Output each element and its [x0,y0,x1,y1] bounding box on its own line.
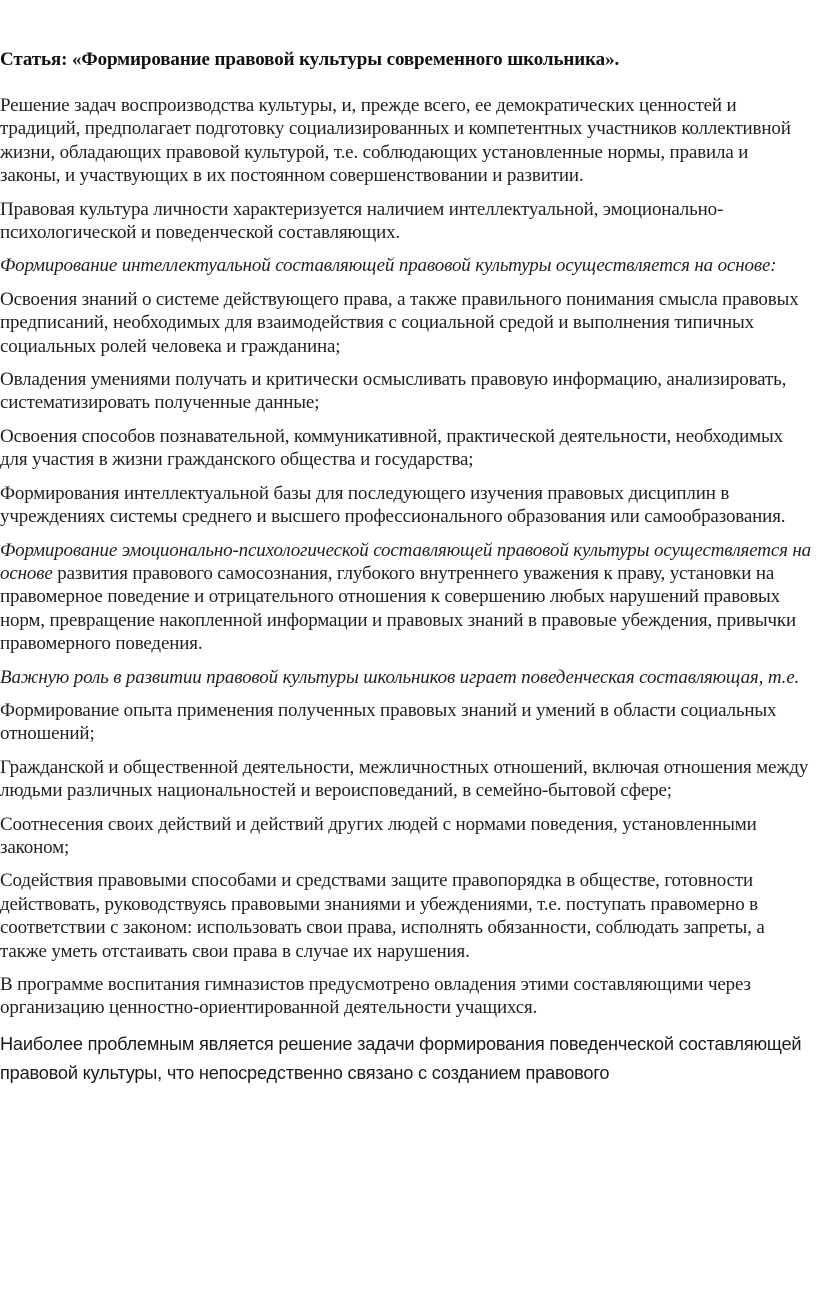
paragraph-definition: Правовая культура личности характеризуется наличием интеллектуальной, эмоционально-психологической и поведенческой составляющих. [0,198,724,244]
list-item-correlation: Соотнесения своих действий и действий других людей с нормами поведения, установленными законом; [0,813,757,858]
paragraph-behavioral-heading: Важную роль в развитии правовой культуры школьников играет поведенческая составляющая, т.е. [0,666,800,688]
list-item-intellectual-base: Формирования интеллектуальной базы для последующего изучения правовых дисциплин в учреждениях системы среднего и высшего профессионального образования или самообразования. [0,482,786,528]
list-item-methods: Освоения способов познавательной, коммуникативной, практической деятельности, необходимых для участия в жизни гражданского общества и государства; [0,425,783,471]
list-item-experience: Формирование опыта применения полученных правовых знаний и умений в области социальных отношений; [0,699,777,745]
emotional-body: развития правового самосознания, глубокого внутреннего уважения к праву, установки на правомерное поведение и отрицательного отношения к совершению любых нарушений правовых норм, превращение накопленной информации и правовых знаний в правовые убеждения, привычки правомерного поведения. [0,562,797,655]
list-item-law-order: Содействия правовыми способами и средствами защите правопорядка в обществе, готовности действовать, руководствуясь правовыми знаниями и убеждениями, т.е. поступать правомерно в соответствии с законом: использовать свои права, исполнять обязанности, соблюдать запреты, а также уметь отстаивать свои права в случае их нарушения. [0,870,765,962]
paragraph-intellectual-heading: Формирование интеллектуальной составляющей правовой культуры осуществляется на основе: [0,255,777,277]
paragraph-program: В программе воспитания гимназистов предусмотрено овладения этими составляющими через организацию ценностно-ориентированной деятельности учащихся. [0,974,751,1019]
paragraph-problem: Наиболее проблемным является решение задачи формирования поведенческой составляющей правовой культуры, что непосредственно связано с созданием правового [0,1033,802,1083]
paragraph-emotional [0,539,813,656]
emotional-heading: Формирование эмоционально-психологической составляющей правовой культуры осуществляется на основе [0,539,812,584]
article-title: Статья: «Формирование правовой культуры современного школьника». [0,49,620,70]
list-item-knowledge: Освоения знаний о системе действующего права, а также правильного понимания смысла правовых предписаний, необходимых для взаимодействия с социальной средой и выполнения типичных социальных ролей человека и гражданина; [0,288,799,357]
document-page [0,48,813,1088]
list-item-civic-activity: Гражданской и общественной деятельности, межличностных отношений, включая отношения между людьми различных национальностей и вероисповеданий, в семейно-бытовой сфере; [0,756,809,802]
paragraph-intro: Решение задач воспроизводства культуры, и, прежде всего, ее демократических ценностей и традиций, предполагает подготовку социализированных и компетентных участников коллективной жизни, обладающих правовой культурой, т.е. соблюдающих установленные нормы, правила и законы, и участвующих в их постоянном совершенствовании и развитии. [0,95,791,187]
list-item-skills: Овладения умениями получать и критически осмысливать правовую информацию, анализировать, систематизировать полученные данные; [0,369,787,414]
